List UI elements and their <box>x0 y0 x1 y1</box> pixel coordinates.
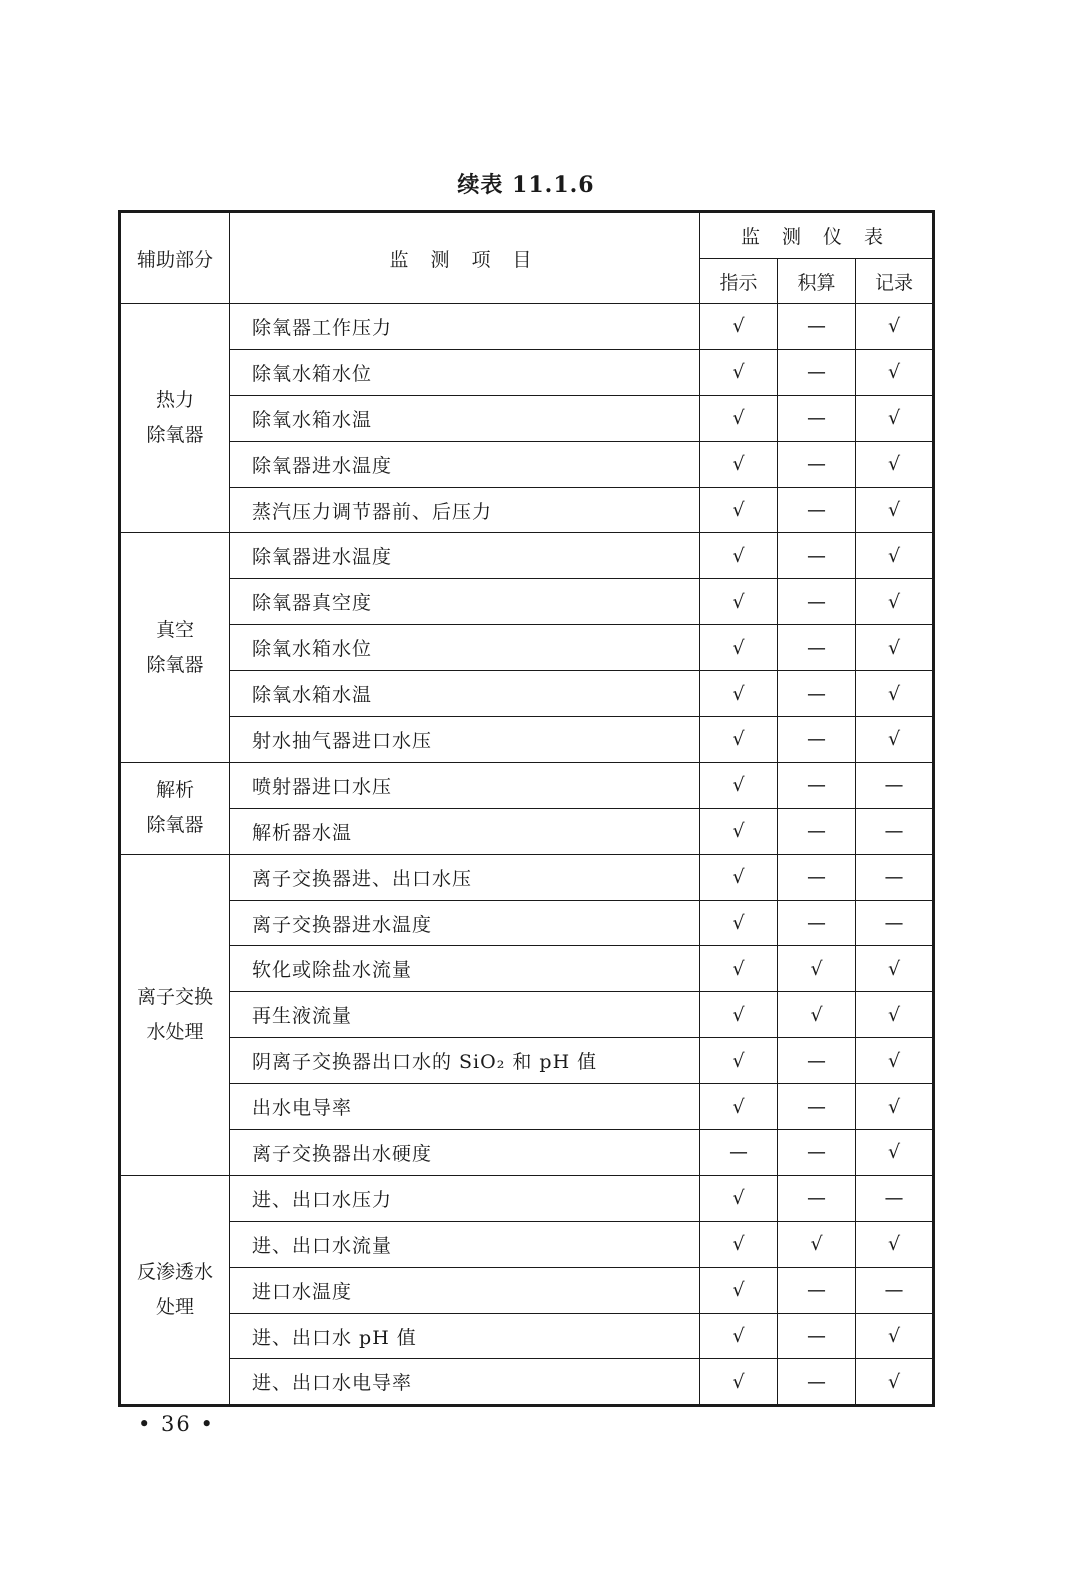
integrate-mark-cell: — <box>778 1313 856 1359</box>
table-row <box>120 1359 934 1406</box>
monitor-item-cell: 蒸汽压力调节器前、后压力 <box>230 487 700 533</box>
integrate-mark-cell: — <box>778 625 856 671</box>
table-row <box>120 1130 934 1176</box>
integrate-mark-cell: — <box>778 533 856 579</box>
monitor-item-cell: 解析器水温 <box>230 808 700 854</box>
group-part-cell <box>120 854 230 1175</box>
monitor-item-cell: 进、出口水电导率 <box>230 1359 700 1406</box>
indicate-mark-cell: √ <box>700 762 778 808</box>
integrate-mark-cell: — <box>778 1084 856 1130</box>
monitor-item-cell: 进、出口水流量 <box>230 1221 700 1267</box>
table-row <box>120 349 934 395</box>
group-part-line1: 解析 <box>155 779 194 802</box>
record-mark-cell: — <box>856 854 934 900</box>
group-part-line1: 真空 <box>155 618 194 641</box>
integrate-mark-cell: — <box>778 900 856 946</box>
group-part-line1: 离子交换 <box>136 985 213 1008</box>
indicate-mark-cell: √ <box>700 625 778 671</box>
monitor-item-cell: 射水抽气器进口水压 <box>230 717 700 763</box>
record-mark-cell: √ <box>856 487 934 533</box>
record-mark-cell: √ <box>856 1313 934 1359</box>
indicate-mark-cell: √ <box>700 854 778 900</box>
record-mark-cell: — <box>856 1175 934 1221</box>
monitor-item-cell: 进、出口水压力 <box>230 1175 700 1221</box>
indicate-mark-cell: √ <box>700 671 778 717</box>
monitor-item-cell: 离子交换器进水温度 <box>230 900 700 946</box>
integrate-mark-cell: — <box>778 808 856 854</box>
monitor-item-cell: 除氧器真空度 <box>230 579 700 625</box>
record-mark-cell: — <box>856 900 934 946</box>
integrate-mark-cell: — <box>778 762 856 808</box>
indicate-mark-cell: √ <box>700 1084 778 1130</box>
table-row <box>120 717 934 763</box>
group-part-cell <box>120 533 230 762</box>
table-row <box>120 854 934 900</box>
integrate-mark-cell: — <box>778 1267 856 1313</box>
record-mark-cell: √ <box>856 304 934 350</box>
indicate-mark-cell: √ <box>700 1313 778 1359</box>
table-row <box>120 1084 934 1130</box>
group-part-line2: 除氧器 <box>146 814 204 837</box>
record-mark-cell: √ <box>856 441 934 487</box>
table-row <box>120 762 934 808</box>
monitor-item-cell: 再生液流量 <box>230 992 700 1038</box>
monitor-item-cell: 进口水温度 <box>230 1267 700 1313</box>
table-row <box>120 1175 934 1221</box>
record-mark-cell: √ <box>856 625 934 671</box>
group-part-line1: 反渗透水 <box>136 1261 213 1284</box>
indicate-mark-cell: √ <box>700 349 778 395</box>
table-row <box>120 304 934 350</box>
integrate-mark-cell: — <box>778 441 856 487</box>
page-number: • 36 • <box>138 1412 215 1436</box>
monitor-item-cell: 除氧水箱水位 <box>230 349 700 395</box>
indicate-mark-cell: √ <box>700 487 778 533</box>
integrate-mark-cell: √ <box>778 992 856 1038</box>
header-part: 辅助部分 <box>120 212 230 304</box>
indicate-mark-cell: √ <box>700 1038 778 1084</box>
indicate-mark-cell: √ <box>700 992 778 1038</box>
record-mark-cell: √ <box>856 533 934 579</box>
indicate-mark-cell: √ <box>700 717 778 763</box>
record-mark-cell: — <box>856 1267 934 1313</box>
monitoring-table <box>118 210 935 1407</box>
group-part-line2: 除氧器 <box>146 653 204 676</box>
record-mark-cell: √ <box>856 992 934 1038</box>
integrate-mark-cell: — <box>778 304 856 350</box>
header-integrate: 积算 <box>778 259 856 304</box>
integrate-mark-cell: √ <box>778 1221 856 1267</box>
group-part-cell <box>120 1175 230 1405</box>
indicate-mark-cell: √ <box>700 441 778 487</box>
monitor-item-cell: 阴离子交换器出口水的 SiO₂ 和 pH 值 <box>230 1038 700 1084</box>
group-part-line2: 除氧器 <box>146 424 204 447</box>
integrate-mark-cell: — <box>778 349 856 395</box>
monitor-item-cell: 除氧水箱水温 <box>230 395 700 441</box>
table-caption: 续表 11.1.6 <box>457 172 595 198</box>
integrate-mark-cell: — <box>778 1175 856 1221</box>
indicate-mark-cell: √ <box>700 1175 778 1221</box>
group-part-line1: 热力 <box>155 389 194 412</box>
table-row <box>120 1221 934 1267</box>
indicate-mark-cell: √ <box>700 808 778 854</box>
table-row <box>120 441 934 487</box>
table-row <box>120 487 934 533</box>
indicate-mark-cell: √ <box>700 900 778 946</box>
integrate-mark-cell: — <box>778 1038 856 1084</box>
record-mark-cell: √ <box>856 1221 934 1267</box>
table-row <box>120 579 934 625</box>
group-part-cell <box>120 304 230 533</box>
record-mark-cell: √ <box>856 1130 934 1176</box>
record-mark-cell: √ <box>856 579 934 625</box>
group-part-line2: 处理 <box>155 1296 194 1319</box>
indicate-mark-cell: √ <box>700 304 778 350</box>
monitor-item-cell: 进、出口水 pH 值 <box>230 1313 700 1359</box>
record-mark-cell: √ <box>856 1359 934 1406</box>
monitor-item-cell: 除氧器进水温度 <box>230 533 700 579</box>
table-row <box>120 625 934 671</box>
table-row <box>120 900 934 946</box>
header-record: 记录 <box>856 259 934 304</box>
monitor-item-cell: 除氧水箱水温 <box>230 671 700 717</box>
record-mark-cell: √ <box>856 717 934 763</box>
indicate-mark-cell: √ <box>700 533 778 579</box>
table-row <box>120 1313 934 1359</box>
group-part-cell <box>120 762 230 854</box>
record-mark-cell: √ <box>856 946 934 992</box>
indicate-mark-cell: √ <box>700 1267 778 1313</box>
table-row <box>120 395 934 441</box>
monitor-item-cell: 软化或除盐水流量 <box>230 946 700 992</box>
table-row <box>120 1038 934 1084</box>
record-mark-cell: √ <box>856 395 934 441</box>
indicate-mark-cell: √ <box>700 1221 778 1267</box>
table-row <box>120 946 934 992</box>
record-mark-cell: √ <box>856 671 934 717</box>
header-instruments: 监 测 仪 表 <box>700 212 934 259</box>
table-row <box>120 1267 934 1313</box>
monitor-item-cell: 出水电导率 <box>230 1084 700 1130</box>
monitor-item-cell: 除氧水箱水位 <box>230 625 700 671</box>
integrate-mark-cell: — <box>778 854 856 900</box>
integrate-mark-cell: — <box>778 395 856 441</box>
monitor-item-cell: 离子交换器进、出口水压 <box>230 854 700 900</box>
integrate-mark-cell: — <box>778 1130 856 1176</box>
record-mark-cell: — <box>856 762 934 808</box>
integrate-mark-cell: — <box>778 487 856 533</box>
record-mark-cell: — <box>856 808 934 854</box>
header-item: 监 测 项 目 <box>230 212 700 304</box>
table-row <box>120 808 934 854</box>
indicate-mark-cell: √ <box>700 946 778 992</box>
indicate-mark-cell: — <box>700 1130 778 1176</box>
monitor-item-cell: 喷射器进口水压 <box>230 762 700 808</box>
integrate-mark-cell: — <box>778 1359 856 1406</box>
table-row <box>120 671 934 717</box>
record-mark-cell: √ <box>856 1084 934 1130</box>
integrate-mark-cell: — <box>778 579 856 625</box>
indicate-mark-cell: √ <box>700 1359 778 1406</box>
table-body <box>120 304 934 1406</box>
monitor-item-cell: 除氧器进水温度 <box>230 441 700 487</box>
integrate-mark-cell: √ <box>778 946 856 992</box>
integrate-mark-cell: — <box>778 717 856 763</box>
table-row <box>120 533 934 579</box>
group-part-line2: 水处理 <box>146 1020 204 1043</box>
indicate-mark-cell: √ <box>700 395 778 441</box>
header-indicate: 指示 <box>700 259 778 304</box>
table-row <box>120 992 934 1038</box>
record-mark-cell: √ <box>856 349 934 395</box>
indicate-mark-cell: √ <box>700 579 778 625</box>
monitor-item-cell: 除氧器工作压力 <box>230 304 700 350</box>
record-mark-cell: √ <box>856 1038 934 1084</box>
integrate-mark-cell: — <box>778 671 856 717</box>
monitor-item-cell: 离子交换器出水硬度 <box>230 1130 700 1176</box>
